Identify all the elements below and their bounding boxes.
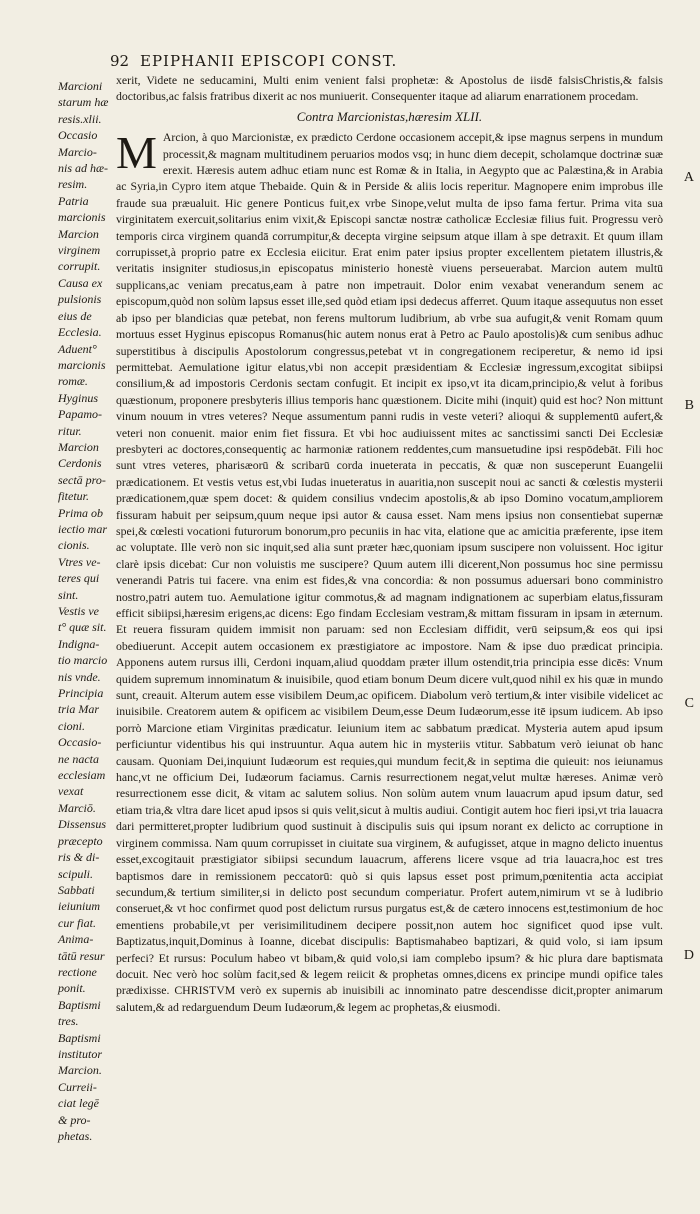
page-header: [110, 52, 670, 72]
section-marker-b: B: [684, 398, 694, 413]
margin-note-line: romæ.: [58, 374, 88, 389]
main-text: [116, 72, 663, 1015]
margin-note-line: resis.xlii.: [58, 111, 102, 126]
margin-note-line: eius de: [58, 308, 92, 323]
margin-note-line: Papamo-: [58, 407, 102, 422]
margin-note-line: vexat: [58, 784, 84, 799]
margin-note-line: sint.: [58, 587, 79, 602]
margin-note-line: & pro-: [58, 1112, 91, 1127]
margin-note-line: teres qui: [58, 571, 100, 586]
margin-note-line: Marciō.: [58, 800, 96, 815]
running-title: EPIPHANII EPISCOPI CONST.: [140, 52, 398, 70]
margin-note-line: marcionis: [58, 357, 106, 372]
margin-note-line: Marcion: [58, 439, 99, 454]
margin-note-line: iectio mar: [58, 521, 107, 536]
page-number: 92: [110, 52, 130, 70]
margin-note-line: Occasio: [58, 128, 98, 143]
margin-note-line: Hyginus: [58, 390, 98, 405]
margin-note-line: Marcion.: [58, 1063, 102, 1078]
margin-note-line: sectā pro-: [58, 472, 106, 487]
margin-note-line: starum hæ: [58, 95, 109, 110]
margin-note-line: marcionis: [58, 210, 106, 225]
margin-note-line: nis ad hæ-: [58, 161, 109, 176]
margin-note-line: ponit.: [58, 981, 86, 996]
paragraph-text: Arcion, à quo Marcionistæ, ex prædicto Cerdone occasionem accepit,& ipse magnus serpens in mundum processit,& magnam multitudinem peruarios modos vsq; in hunc diem decepit, scholamque doctrinæ suæ erexit. Hæresis autem adhuc etiam nunc est Romæ & in Italia, in Aegypto que ac Palæstina,& in Arabia ac Syria,in Cypro item atque Thebaide. Quin & in Perside & aliis locis reperitur. Magnopere enim improbus ille fraude sua præualuit. Hic genere Ponticus fuit,ex vrbe Sinope,velut multa de ipso fama fertur. Prima vita sua virginitatem exercuit,solitarius enim vixit,& Episcopi sanctæ nostræ catholicæ Ecclesiæ filius fuit. Progressu verò temporis circa virginem quandā corrumpitur,& decepta virgine seipsum atque illam à spe detraxit. Et quum illam corrupisset,à proprio patre ex Ecclesia eiicitur. Erat enim pater ipsius propter excellentem pietatem illustris,& veritatis insigniter studiosus,in episcopatus ministerio honestè viuens perseuerabat. Marcion autem multū supplicans,ac veniam precatus,eam à patre non impetrauit. Dolor enim vexabat venerandum senem ac episcopum,quòd non solùm lapsus esset ille,sed quòd etiam ipsi dedecus afferret. Quum itaque assequutus non esset ab ipso per blandicias quæ petebat, non ferens multorum ludibrium, ab vrbe sua aufugit,& venit Romam quum mortuus esset Hyginus episcopus Romanus(hic autem nonus erat à Petro ac Paulo apostolis)& cum senibus adhuc superstitibus à discipulis Apostolorum congressus,petebat vt in congregationem reciperetur, & nemo id ipsi permittebat. Aemulatione igitur elatus,vbi non accepit præsidentiam & Ecclesiæ ingressum,excogitat sibiipsi consilium,& ad impostoris Cerdonis sectam confugit. Et incipit ex ipso,vt ita dicam,principio,& velut à foribus quæstionum, proponere presbyteris illius temporis hanc quæstionem. Dicite mihi (inquit) quid est hoc? Non mittunt vinum nouum in vtres veteres? Neque assumentum panni rudis in veste veteri? alioqui & supplementū aufert,& veteri non conuenit. maior enim fiet fissura. Et vbi hoc audiuissent mites ac sanctissimi sancti Dei Ecclesiæ presbyteri ac doctores,consequentiç ac harmoniæ rationem reddentes,cum mansuetudine ipsi respōdebāt. Fili hoc sunt vtres veteres, pharisæorū & scribarū corda inueterata in peccatis, & quæ non susceperunt Euangelii prædicationem. Et vestis vetus est,vbi Iudas inueteratus in auaritia,non suscepit noui ac sancti & cœlestis mysterii prædicationem,quæ spem docet: & quidem consilius vndecim apostolis,& ab ipso Domino vocatum,ampliorem fissuram habuit per seipsum,quum neque ipsi autor & causa esset. Nam mens ipsius non consentiebat supernæ spei,& cœlesti vocationi futurorum bonorum,pro pecuniis in hac vita, elatione que ac amicitia præferente, ipse item ac voluptate. Ille verò non sic inquit,sed alia sunt præter hæc,quoniam ipsum suscipere non voluissent. Hoc igitur clarè ipsis dicebat: Cur non voluistis me suscipere? Quum autem illi dicerent,Non possumus hoc sine permissu venerandi Patris tui facere. vna enim est fides,& vna concordia: & non possumus aduersari bono comministro nostro,patri autem tuo. Aemulatione igitur commotus,& ad magnam indignationem ac superbiam elatus,fissuram efficit sibiipsi,hæresim erigens,ac dicens: Ego findam Ecclesiam vestram,& mittam fissuram in ipsam in æternum. Et reuera fissuram quidem immisit non paruam: sed non Ecclesiam diffidit, verū seipsum,& eos qui ipsi obediuerunt. Accepit autem occasionem ex præstigiatore ac impostore. Nam & ipse duo prædicat principia. Apponens autem rursus illi, Cerdoni inquam,aliud quoddam præter illum ostendit,tria principia esse dicēs: Vnum quidem supremum innominatum & inuisibile, quod etiam bonum Deum dicere vult,quod nihil ex his quæ in mundo sunt, creauit. Alterum autem esse visibilem Deum,ac opificem. Diabolum verò tertium,& inter visibile videlicet ac inuisibile. Creatorem autem & opificem ac visibilem Deum,esse Deum Iudæorum,esse itē ipsum iudicem. Ab ipso porrò Marcione etiam Virginitas prædicatur. Ieiunium item ac sabbatum prædicat. Mysteria autem apud ipsum perficiuntur videntibus his qui instruuntur. Aqua autem hic in mysteriis vtitur. Sabbatum verò ieiunat ob hanc causam. Quoniam Dei,inquiunt Iudæorum est requies,qui mundum fecit,& in septima die quieuit: nos ieiunamus hanc,vt ne officium Dei, Iudæorum faciamus. Carnis resurrectionem negat,velut multæ hæreses. Animæ verò resurrectionem esse dicit, & vitam ac salutem solius. Non solùm autem vnum lauacrum apud ipsum datur, sed etiam tria,& vltra dare licet apud ipsos si quis velit,sicut à multis audiui. Contigit autem hoc fieri ipsi,vt tria lauacra dari permitteret,propter ludibrium quod sustinuit à discipulis suis qui ipsum norant ex delicto ac corruptione in virginem commissa. Nam quum corrupisset in ciuitate sua virginem, & aufugisset, atque in magno delicto inuentus esset,excogitauit præstigiator sibiipsi secundum lauacrum, afferens licere vsque ad tria lauacra,hoc est tres baptismos dare in remissionem peccatorū: quò si quis lapsus esset post primum,pœnitentia acta accipiat secundum,& tertium similiter,si in delicto post secundum comperiatur. Profert autem,nimirum vt se à ludibrio conseruet,& vt hoc confirmet quod post delictum rursus purgatus est,& de cætero innocens est,testimonium de hoc ementiens probabile,vt per verisimilitudinem decipere possit,non autem hoc significet quod ipse vult. Baptizatus,inquit,Dominus à Ioanne, dicebat discipulis: Baptismahabeo baptizari, & quid volo, si iam ipsum perfeci? Et rursus: Poculum habeo vt bibam,& quid volo,si iam complebo ipsum? & hic plura dare baptismata docuit. Nec verò hoc solùm facit,sed & legem reiicit & prophetas omnes,dicens ex principe mundi opifice tales prædixisse. CHRISTVM verò ex supernis ab inuisibili ac innominato patre descendisse dicit,propter animarum salutem,& ad redarguendum Deum Iudæorum,& legem ac prophetas,& eiusmodi.: [116, 130, 663, 1014]
section-markers: [670, 0, 700, 1214]
body-paragraph: [116, 129, 663, 1015]
margin-note-line: tres.: [58, 1014, 79, 1029]
margin-note-line: Occasio-: [58, 735, 102, 750]
margin-note-line: tio marcio: [58, 653, 108, 668]
margin-note-line: ciat legē: [58, 1096, 99, 1111]
section-marker-d: D: [683, 948, 694, 963]
margin-note-line: t° quæ sit.: [58, 620, 107, 635]
margin-note-line: Vtres ve-: [58, 554, 101, 569]
margin-note-line: Baptismi: [58, 997, 101, 1012]
margin-note-line: Marcio-: [58, 144, 97, 159]
margin-note-line: virginem: [58, 243, 101, 258]
margin-note-line: fitetur.: [58, 489, 90, 504]
drop-initial: M: [116, 127, 157, 179]
margin-note-line: Marcion: [58, 226, 99, 241]
section-marker-c: C: [684, 696, 694, 711]
margin-note-line: Baptismi: [58, 1030, 101, 1045]
margin-note-line: cioni.: [58, 718, 85, 733]
section-marker-a: A: [683, 170, 694, 185]
margin-note-line: Principia: [58, 686, 104, 701]
margin-note-line: Curreii-: [58, 1079, 97, 1094]
margin-note-line: Aduent°: [58, 341, 97, 356]
margin-note-line: pulsionis: [58, 292, 102, 307]
margin-note-line: nis vnde.: [58, 669, 101, 684]
margin-note-line: Prima ob: [58, 505, 103, 520]
margin-notes: [58, 78, 116, 1144]
margin-note-line: Causa ex: [58, 275, 103, 290]
intro-paragraph: xerit, Videte ne seducamini, Multi enim venient falsi prophetæ: & Apostolus de iisdē falsisChristis,& falsis doctoribus,ac falsis fratribus dixerit ac nos muniuerit. Consequenter itaque ad aliarum enarrationem procedam.: [116, 73, 663, 104]
margin-note-line: institutor: [58, 1046, 103, 1061]
margin-note-line: tria Mar: [58, 702, 100, 717]
margin-note-line: phetas.: [58, 1129, 93, 1143]
margin-note-line: ne nacta: [58, 751, 99, 766]
margin-note-line: Cerdonis: [58, 456, 102, 471]
section-heading: Contra Marcionistas,hæresim XLII.: [296, 108, 483, 124]
margin-note-line: Vestis ve: [58, 604, 99, 618]
margin-note-line: rectione: [58, 964, 97, 979]
margin-note-line: Marcioni: [58, 79, 103, 93]
margin-note-line: Anima-: [58, 932, 94, 947]
margin-note-line: tātū resur: [58, 948, 105, 963]
margin-note-line: cionis.: [58, 538, 90, 553]
margin-note-line: præcepto: [58, 833, 103, 848]
margin-note-line: scipuli.: [58, 866, 93, 881]
margin-note-line: cur fiat.: [58, 915, 96, 930]
margin-note-line: ecclesiam: [58, 768, 106, 783]
margin-note-line: Sabbati: [58, 882, 95, 897]
margin-note-line: ieiunium: [58, 899, 100, 914]
margin-note-line: Patria: [58, 193, 89, 208]
margin-note-line: Dissensus: [58, 817, 107, 832]
margin-note-line: Indigna-: [58, 636, 100, 651]
margin-note-line: ritur.: [58, 423, 82, 438]
margin-note-line: Ecclesia.: [58, 325, 102, 340]
margin-note-line: ris & di-: [58, 850, 100, 865]
margin-note-line: resim.: [58, 177, 88, 192]
margin-note-line: corrupit.: [58, 259, 101, 274]
